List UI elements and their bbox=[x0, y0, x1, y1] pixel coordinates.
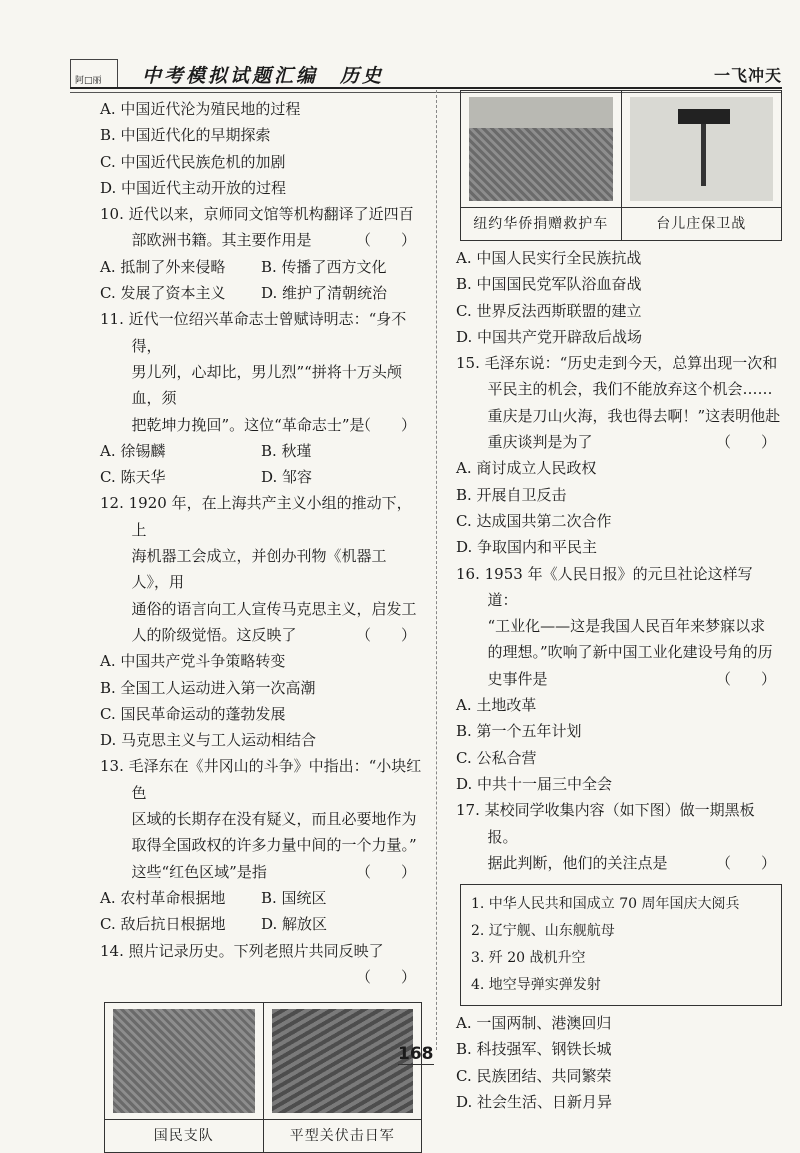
photo-caption: 纽约华侨捐赠救护车 bbox=[461, 207, 621, 240]
q16-option-a: A. 土地改革 bbox=[456, 692, 782, 718]
q14-option-d: D. 中国共产党开辟敌后战场 bbox=[456, 324, 782, 350]
q15-option-b: B. 开展自卫反击 bbox=[456, 482, 782, 508]
board-item: 3. 歼 20 战机升空 bbox=[471, 945, 771, 972]
photo-taierzhuang bbox=[630, 97, 774, 201]
right-column bbox=[456, 90, 782, 1115]
series-title: 中考模拟试题汇编 历史 bbox=[142, 61, 384, 88]
question-15 bbox=[456, 350, 782, 560]
q10-option-b: B. 传播了西方文化 bbox=[261, 254, 422, 280]
q11-option-d: D. 邹容 bbox=[261, 464, 422, 490]
photo-soldiers bbox=[113, 1009, 255, 1113]
q17-stem: 17. 某校同学收集内容（如下图）做一期黑板报。 据此判断，他们的关注点是 （ ） bbox=[456, 797, 782, 876]
page-header bbox=[70, 55, 782, 89]
q16-option-c: C. 公私合营 bbox=[456, 745, 782, 771]
q14-option-c: C. 世界反法西斯联盟的建立 bbox=[456, 298, 782, 324]
question-16 bbox=[456, 561, 782, 798]
q11-option-c: C. 陈天华 bbox=[100, 464, 261, 490]
q13-option-c: C. 敌后抗日根据地 bbox=[100, 911, 261, 937]
page-number: 168 bbox=[398, 1044, 434, 1065]
q14-photo-table-bottom bbox=[104, 1002, 422, 1153]
q12-stem: 12. 1920 年，在上海共产主义小组的推动下，上 海机器工会成立，并创办刊物《机器工人》，用 通俗的语言向工人宣传马克思主义，启发工 人的阶级觉悟。这反映了 （ ） bbox=[100, 490, 422, 648]
photo-caption: 台儿庄保卫战 bbox=[622, 207, 782, 240]
answer-paren: （ ） bbox=[747, 429, 776, 455]
series-logo bbox=[70, 59, 118, 89]
q11-stem: 11. 近代一位绍兴革命志士曾赋诗明志：“身不得， 男儿列，心却比，男儿烈”“拼将十万头颅血，须 把乾坤力挽回”。这位“革命志士”是 （ ） bbox=[100, 306, 422, 437]
q16-option-b: B. 第一个五年计划 bbox=[456, 718, 782, 744]
photo-cell bbox=[622, 91, 782, 240]
q11-option-b: B. 秋瑾 bbox=[261, 438, 422, 464]
answer-paren: （ ） bbox=[387, 859, 416, 885]
photo-pingxingguan bbox=[272, 1009, 414, 1113]
brand-name: 一飞冲天 bbox=[714, 63, 782, 86]
photo-ambulance bbox=[469, 97, 613, 201]
q17-option-d: D. 社会生活、日新月异 bbox=[456, 1089, 782, 1115]
q14-option-b: B. 中国国民党军队浴血奋战 bbox=[456, 271, 782, 297]
question-10 bbox=[100, 201, 422, 306]
q10-option-c: C. 发展了资本主义 bbox=[100, 280, 261, 306]
photo-caption: 国民支队 bbox=[105, 1119, 263, 1152]
answer-paren: （ ） bbox=[100, 964, 422, 990]
question-12 bbox=[100, 490, 422, 753]
q9-option-d: D. 中国近代主动开放的过程 bbox=[100, 175, 422, 201]
q14-photo-table-top bbox=[460, 90, 782, 241]
blackboard-content-box bbox=[460, 884, 782, 1006]
q9-option-a: A. 中国近代沦为殖民地的过程 bbox=[100, 96, 422, 122]
question-17 bbox=[456, 797, 782, 1115]
q10-option-d: D. 维护了清朝统治 bbox=[261, 280, 422, 306]
q10-option-a: A. 抵制了外来侵略 bbox=[100, 254, 261, 280]
q9-option-b: B. 中国近代化的早期探索 bbox=[100, 122, 422, 148]
q17-option-b: B. 科技强军、钢铁长城 bbox=[456, 1036, 782, 1062]
question-14 bbox=[100, 938, 422, 1153]
q13-stem: 13. 毛泽东在《井冈山的斗争》中指出：“小块红色 区域的长期存在没有疑义，而且必要地作为 取得全国政权的许多力量中间的一个力量。” 这些“红色区域”是指 （ ） bbox=[100, 753, 422, 884]
column-divider bbox=[436, 90, 437, 1050]
q15-option-c: C. 达成国共第二次合作 bbox=[456, 508, 782, 534]
q15-option-a: A. 商讨成立人民政权 bbox=[456, 455, 782, 481]
q17-option-c: C. 民族团结、共同繁荣 bbox=[456, 1063, 782, 1089]
board-item: 2. 辽宁舰、山东舰航母 bbox=[471, 918, 771, 945]
board-item: 4. 地空导弹实弹发射 bbox=[471, 972, 771, 999]
answer-paren: （ ） bbox=[387, 412, 416, 438]
q14-stem: 14. 照片记录历史。下列老照片共同反映了 bbox=[100, 938, 422, 964]
q12-option-b: B. 全国工人运动进入第一次高潮 bbox=[100, 675, 422, 701]
q16-option-d: D. 中共十一届三中全会 bbox=[456, 771, 782, 797]
q13-option-d: D. 解放区 bbox=[261, 911, 422, 937]
q17-option-a: A. 一国两制、港澳回归 bbox=[456, 1010, 782, 1036]
q12-option-d: D. 马克思主义与工人运动相结合 bbox=[100, 727, 422, 753]
q10-stem: 10. 近代以来，京师同文馆等机构翻译了近四百 部欧洲书籍。其主要作用是 （ ） bbox=[100, 201, 422, 254]
photo-caption: 平型关伏击日军 bbox=[264, 1119, 422, 1152]
q13-option-a: A. 农村革命根据地 bbox=[100, 885, 261, 911]
answer-paren: （ ） bbox=[747, 850, 776, 876]
question-9-options bbox=[100, 96, 422, 201]
question-13 bbox=[100, 753, 422, 937]
answer-paren: （ ） bbox=[387, 227, 416, 253]
photo-cell bbox=[461, 91, 622, 240]
question-11 bbox=[100, 306, 422, 490]
left-column bbox=[100, 96, 422, 1153]
q13-option-b: B. 国统区 bbox=[261, 885, 422, 911]
q11-option-a: A. 徐锡麟 bbox=[100, 438, 261, 464]
q14-option-a: A. 中国人民实行全民族抗战 bbox=[456, 245, 782, 271]
question-14-options bbox=[456, 245, 782, 350]
answer-paren: （ ） bbox=[387, 622, 416, 648]
q15-stem: 15. 毛泽东说：“历史走到今天，总算出现一次和 平民主的机会，我们不能放弃这个机会…… 重庆是刀山火海，我也得去啊！”这表明他赴 重庆谈判是为了 （ ） bbox=[456, 350, 782, 455]
board-item: 1. 中华人民共和国成立 70 周年国庆大阅兵 bbox=[471, 891, 771, 918]
q9-option-c: C. 中国近代民族危机的加剧 bbox=[100, 149, 422, 175]
q12-option-a: A. 中国共产党斗争策略转变 bbox=[100, 648, 422, 674]
q12-option-c: C. 国民革命运动的蓬勃发展 bbox=[100, 701, 422, 727]
logo-text: 阿□丽 bbox=[75, 73, 102, 86]
answer-paren: （ ） bbox=[747, 666, 776, 692]
q16-stem: 16. 1953 年《人民日报》的元旦社论这样写道： “工业化——这是我国人民百年来梦寐以求 的理想。”吹响了新中国工业化建设号角的历 史事件是 （ ） bbox=[456, 561, 782, 692]
q15-option-d: D. 争取国内和平民主 bbox=[456, 534, 782, 560]
